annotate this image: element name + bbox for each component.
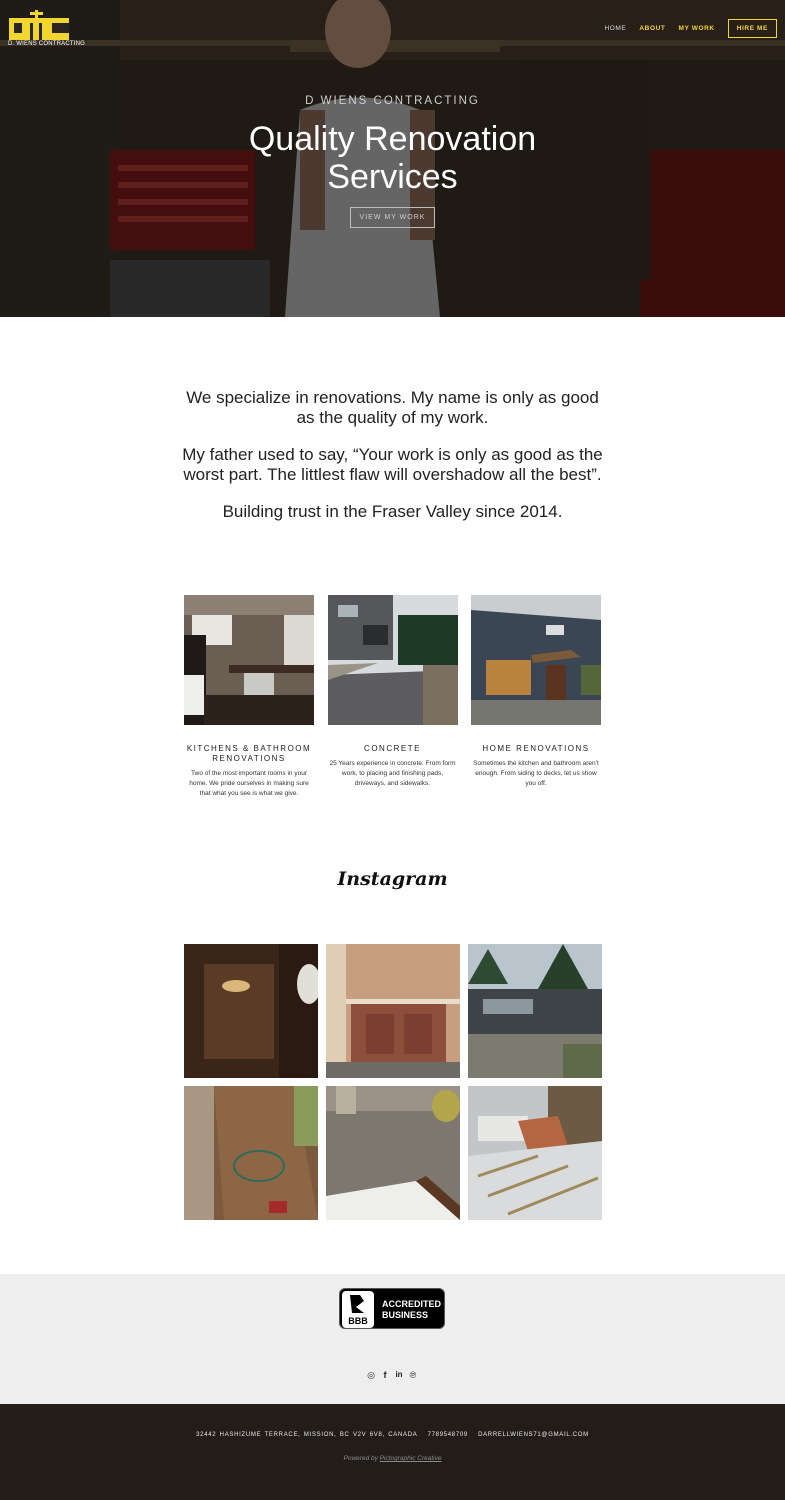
footer-email[interactable]: DARRELLWIENS71@GMAIL.COM — [478, 1432, 589, 1438]
powered-prefix: Powered by — [343, 1455, 380, 1462]
service-description: Two of the most important rooms in your home. We pride ourselves in making sure that what you see is what we give. — [189, 770, 309, 797]
services-grid — [184, 595, 601, 799]
intro-paragraph-3: Building trust in the Fraser Valley since 2014. — [222, 502, 563, 521]
facebook-icon[interactable]: f — [383, 1370, 387, 1380]
linkedin-icon[interactable]: in — [395, 1370, 403, 1379]
bbb-torch-icon — [342, 1291, 374, 1328]
hero-title — [0, 120, 785, 196]
instagram-post-4[interactable] — [184, 1086, 318, 1220]
footer-contact — [0, 1432, 785, 1438]
hero-title-line2: Services — [327, 158, 458, 196]
footer-phone[interactable]: 7789548709 — [427, 1432, 468, 1438]
hero-section — [0, 0, 785, 317]
bbb-line1: ACCREDITED — [382, 1299, 442, 1309]
intro-paragraph-1: We specialize in renovations. My name is only as good as the quality of my work. — [186, 388, 599, 427]
intro-paragraph-2: My father used to say, “Your work is only as good as the worst part. The littlest flaw will overshadow all the best”. — [182, 445, 603, 484]
service-title: CONCRETE — [364, 744, 421, 753]
home-renovation-photo[interactable] — [471, 595, 601, 725]
instagram-icon[interactable]: ◎ — [367, 1370, 375, 1380]
kitchen-photo[interactable] — [184, 595, 314, 725]
view-my-work-button[interactable]: VIEW MY WORK — [350, 207, 435, 228]
main-nav — [591, 19, 777, 38]
bbb-text — [382, 1299, 441, 1321]
service-title: KITCHENS & BATHROOM RENOVATIONS — [186, 744, 312, 763]
hero-title-line1: Quality Renovation — [248, 120, 537, 158]
bbb-accredited-badge[interactable] — [339, 1288, 445, 1329]
bbb-logo — [342, 1291, 374, 1328]
instagram-post-6[interactable] — [468, 1086, 602, 1220]
footer-address: 32442 HASHIZUME TERRACE, MISSION, BC V2V 6V8, CANADA — [196, 1432, 418, 1438]
hero-kicker: D WIENS CONTRACTING — [305, 95, 480, 107]
logo-caption: D. WIENS CONTRACTING — [8, 41, 85, 47]
hire-me-button[interactable]: HIRE ME — [728, 19, 777, 38]
service-concrete — [328, 595, 458, 799]
instagram-post-3[interactable] — [468, 944, 602, 1078]
service-description: Sometimes the kitchen and bathroom aren’t enough. From siding to decks, let us show you off. — [473, 760, 599, 787]
social-links — [366, 1370, 418, 1380]
pinterest-icon[interactable]: ℗ — [409, 1370, 417, 1380]
nav-about[interactable]: ABOUT — [639, 25, 666, 32]
intro-text — [180, 388, 605, 539]
powered-by — [0, 1455, 785, 1462]
instagram-post-2[interactable] — [326, 944, 460, 1078]
concrete-photo[interactable] — [328, 595, 458, 725]
service-title: HOME RENOVATIONS — [482, 744, 590, 753]
nav-my-work[interactable]: MY WORK — [678, 25, 715, 32]
bbb-logo-text: BBB — [348, 1316, 368, 1326]
nav-home[interactable]: HOME — [604, 25, 627, 32]
bbb-band — [0, 1274, 785, 1404]
bbb-line2: BUSINESS — [382, 1310, 429, 1320]
instagram-post-5[interactable] — [326, 1086, 460, 1220]
service-kitchens — [184, 595, 314, 799]
instagram-grid — [184, 944, 601, 1220]
service-home-renovations — [471, 595, 601, 799]
instagram-post-1[interactable] — [184, 944, 318, 1078]
powered-by-link[interactable]: Pictographic Creative — [379, 1455, 442, 1462]
instagram-heading: Instagram — [337, 868, 448, 890]
footer — [0, 1404, 785, 1500]
service-description: 25 Years experience in concrete. From form work, to placing and finishing pads, driveways, and sidewalks. — [329, 760, 456, 787]
